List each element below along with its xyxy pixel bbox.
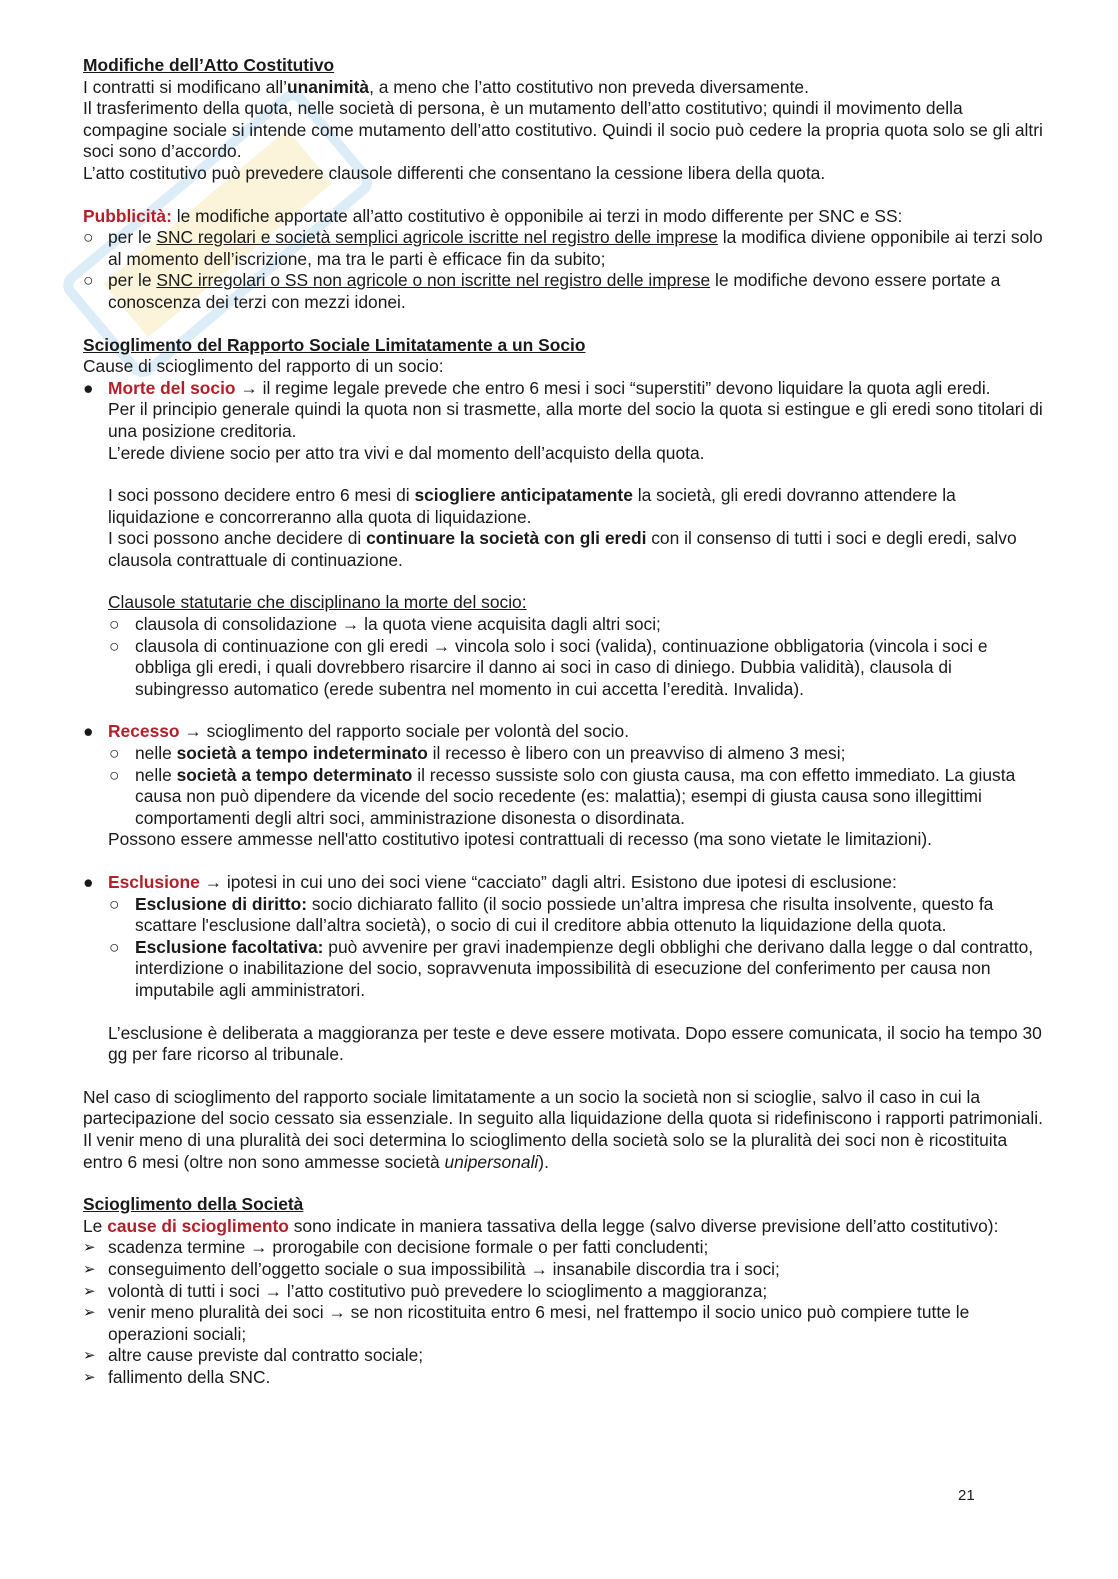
arrowhead-bullet-icon: ➢ (83, 1346, 96, 1365)
list-item-recesso: ● Recesso → scioglimento del rapporto sociale per volontà del socio. (83, 721, 630, 742)
section-title-modifiche: Modifiche dell’Atto Costitutivo (83, 55, 335, 75)
list-item-esclusione: ● Esclusione → ipotesi in cui uno dei soci viene “cacciato” dagli altri. Esistono due ipotesi di esclusione: (83, 872, 897, 892)
paragraph: Per il principio generale quindi la quota non si trasmette, alla morte del socio la quota si estingue e gli eredi sono titolari di una posizione creditoria. (108, 399, 1043, 441)
list-item: ○ Esclusione di diritto: socio dichiarato fallito (il socio possiede un’altra impresa che risulta insolvente, questo fa scattare l'esclusione dall’altra società), o socio di cui il creditore abbia ottenuto la liquidazione della quota. (109, 893, 994, 936)
paragraph: Possono essere ammesse nell'atto costitutivo ipotesi contrattuali di recesso (ma sono vietate le limitazioni). (108, 829, 932, 850)
list-item: ○ per le SNC regolari e società semplici agricole iscritte nel registro delle imprese la modifica diviene opponibile ai terzi solo al momento dell’iscrizione, ma tra le parti è efficace fin da subito; (83, 227, 1043, 269)
list-item: ○ clausola di consolidazione → la quota viene acquisita dagli altri soci; (109, 614, 661, 635)
list-item: ○ nelle società a tempo indeterminato il recesso è libero con un preavviso di almeno 3 mesi; (109, 743, 846, 764)
list-item: ○ per le SNC irregolari o SS non agricole o non iscritte nel registro delle imprese le modifiche devono essere portate a conoscenza dei terzi con mezzi idonei. (83, 270, 1001, 312)
circle-bullet-icon: ○ (109, 764, 120, 785)
circle-bullet-icon: ○ (83, 270, 94, 291)
list-item: ○ clausola di continuazione con gli eredi → vincola solo i soci (valida), continuazione obbligatoria (vincola i soci e obbliga gli eredi, i quali dovrebbero risarcire il danno ai soci in caso di diniego. Dubbia validità), clausola di subingresso automatico (erede subentra nel momento in cui accetta l’eredità. Invalida). (109, 635, 988, 699)
circle-bullet-icon: ○ (109, 893, 120, 914)
paragraph: Nel caso di scioglimento del rapporto sociale limitatamente a un socio la società non si scioglie, salvo il caso in cui la partecipazione del socio cessato sia essenziale. In seguito alla liquidazione della quota si ridefiniscono i rapporti patrimoniali. (83, 1086, 1043, 1129)
arrowhead-bullet-icon: ➢ (83, 1367, 96, 1386)
paragraph: L’esclusione è deliberata a maggioranza per teste e deve essere motivata. Dopo essere comunicata, il socio ha tempo 30 gg per fare ricorso al tribunale. (108, 1022, 1042, 1065)
list-item: ➢ altre cause previste dal contratto sociale; (83, 1345, 424, 1366)
list-item: ➢ scadenza termine → prorogabile con decisione formale o per fatti concludenti; (83, 1237, 709, 1258)
bullet-icon: ● (83, 872, 94, 892)
list-item: ➢ conseguimento dell’oggetto sociale o sua impossibilità → insanabile discordia tra i soci; (83, 1258, 780, 1279)
paragraph: I soci possono anche decidere di continuare la società con gli eredi con il consenso di tutti i soci e degli eredi, salvo clausola contrattuale di continuazione. (108, 528, 1017, 570)
paragraph: Le cause di scioglimento sono indicate in maniera tassativa della legge (salvo diverse previsione dell’atto costitutivo): (83, 1215, 999, 1236)
circle-bullet-icon: ○ (109, 635, 120, 656)
paragraph: L’erede diviene socio per atto tra vivi e dal momento dell’acquisto della quota. (108, 442, 705, 463)
page-number: 21 (958, 1487, 975, 1504)
paragraph-pubblicita: Pubblicità: le modifiche apportate all’atto costitutivo è opponibile ai terzi in modo differente per SNC e SS: (83, 205, 903, 226)
paragraph: Cause di scioglimento del rapporto di un socio: (83, 356, 444, 377)
paragraph: I soci possono decidere entro 6 mesi di sciogliere anticipatamente la società, gli eredi dovranno attendere la liquidazione e concorreranno alla quota di liquidazione. (108, 485, 956, 527)
clausole-title: Clausole statutarie che disciplinano la morte del socio: (108, 592, 527, 613)
bullet-icon: ● (83, 377, 94, 398)
paragraph: L’atto costitutivo può prevedere clausole differenti che consentano la cessione libera della quota. (83, 162, 826, 183)
circle-bullet-icon: ○ (109, 743, 120, 764)
document-page (83, 55, 1043, 1388)
section-title-scioglimento-socio: Scioglimento del Rapporto Sociale Limitatamente a un Socio (83, 334, 586, 355)
list-item: ➢ fallimento della SNC. (83, 1366, 271, 1387)
list-item: ➢ venir meno pluralità dei soci → se non ricostituita entro 6 mesi, nel frattempo il socio unico può compiere tutte le operazioni sociali; (83, 1302, 970, 1344)
arrowhead-bullet-icon: ➢ (83, 1238, 96, 1257)
list-item: ○ Esclusione facoltativa: può avvenire per gravi inadempienze degli obblighi che derivano dalla legge o dal contratto, interdizione o inabilitazione del socio, sopravvenuta impossibilità di esecuzione del conferimento per causa non imputabile agli amministratori. (109, 936, 1034, 1000)
arrowhead-bullet-icon: ➢ (83, 1259, 96, 1278)
list-item: ➢ volontà di tutti i soci → l’atto costitutivo può prevedere lo scioglimento a maggioranza; (83, 1280, 768, 1301)
paragraph: Il venir meno di una pluralità dei soci determina lo scioglimento della società solo se la pluralità dei soci non è ricostituita entro 6 mesi (oltre non sono ammesse società unipersonali). (83, 1129, 1008, 1172)
section-title-scioglimento-societa: Scioglimento della Società (83, 1194, 304, 1215)
circle-bullet-icon: ○ (109, 614, 120, 635)
bullet-icon: ● (83, 721, 94, 742)
arrowhead-bullet-icon: ➢ (83, 1281, 96, 1300)
paragraph: I contratti si modificano all’unanimità, a meno che l’atto costitutivo non preveda diversamente. (83, 76, 809, 97)
arrowhead-bullet-icon: ➢ (83, 1303, 96, 1322)
paragraph: Il trasferimento della quota, nelle società di persona, è un mutamento dell’atto costitutivo; quindi il movimento della compagine sociale si intende come mutamento dell’atto costitutivo. Quindi il socio può cedere la propria quota solo se gli altri soci sono d’accordo. (83, 98, 1043, 162)
circle-bullet-icon: ○ (109, 936, 120, 957)
circle-bullet-icon: ○ (83, 227, 94, 248)
list-item: ○ nelle società a tempo determinato il recesso sussiste solo con giusta causa, ma con effetto immediato. La giusta causa non può dipendere da vicende del socio recedente (es: malattia); esempi di giusta causa sono illegittimi comportamenti degli altri soci, amministrazione disonesta o disordinata. (109, 764, 1016, 828)
list-item-morte: ● Morte del socio → il regime legale prevede che entro 6 mesi i soci “superstiti” devono liquidare la quota agli eredi. (83, 377, 991, 398)
